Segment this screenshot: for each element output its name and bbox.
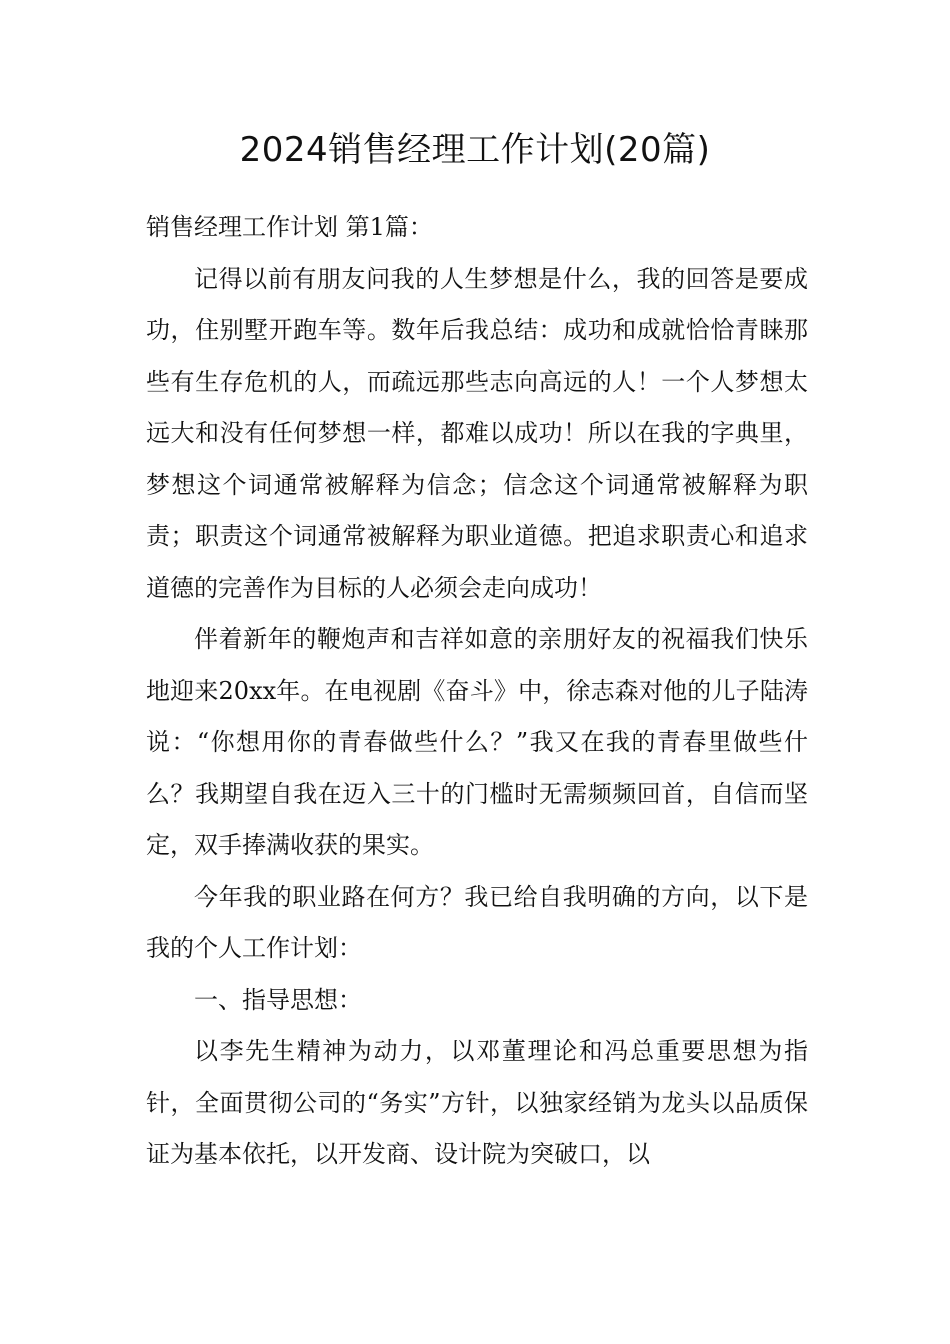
paragraph-1: 记得以前有朋友问我的人生梦想是什么，我的回答是要成功，住别墅开跑车等。数年后我总结：成功和成就恰恰青睐那些有生存危机的人，而疏远那些志向高远的人！一个人梦想太远大和没有任何梦想一样，都难以成功！所以在我的字典里，梦想这个词通常被解释为信念；信念这个词通常被解释为职责；职责这个词通常被解释为职业道德。把追求职责心和追求道德的完善作为目标的人必须会走向成功！ (146, 264, 808, 602)
paragraph-4: 以李先生精神为动力，以邓董理论和冯总重要思想为指针，全面贯彻公司的“务实”方针，以独家经销为龙头以品质保证为基本依托，以开发商、设计院为突破口，以 (146, 1037, 808, 1168)
paragraph-2: 伴着新年的鞭炮声和吉祥如意的亲朋好友的祝福我们快乐地迎来20xx年。在电视剧《奋斗》中，徐志森对他的儿子陆涛说：“你想用你的青春做些什么？”我又在我的青春里做些什么？我期望自我在迈入三十的门槛时无需频频回首，自信而坚定，双手捧满收获的果实。 (146, 625, 808, 859)
paragraph-3: 今年我的职业路在何方？我已给自我明确的方向，以下是我的个人工作计划： (146, 882, 808, 962)
document-body (146, 202, 808, 1181)
section-label: 销售经理工作计划 第1篇： (146, 213, 433, 241)
section-heading-guiding-ideology: 一、指导思想： (194, 985, 362, 1014)
document-title: 2024销售经理工作计划(20篇) (239, 130, 711, 170)
